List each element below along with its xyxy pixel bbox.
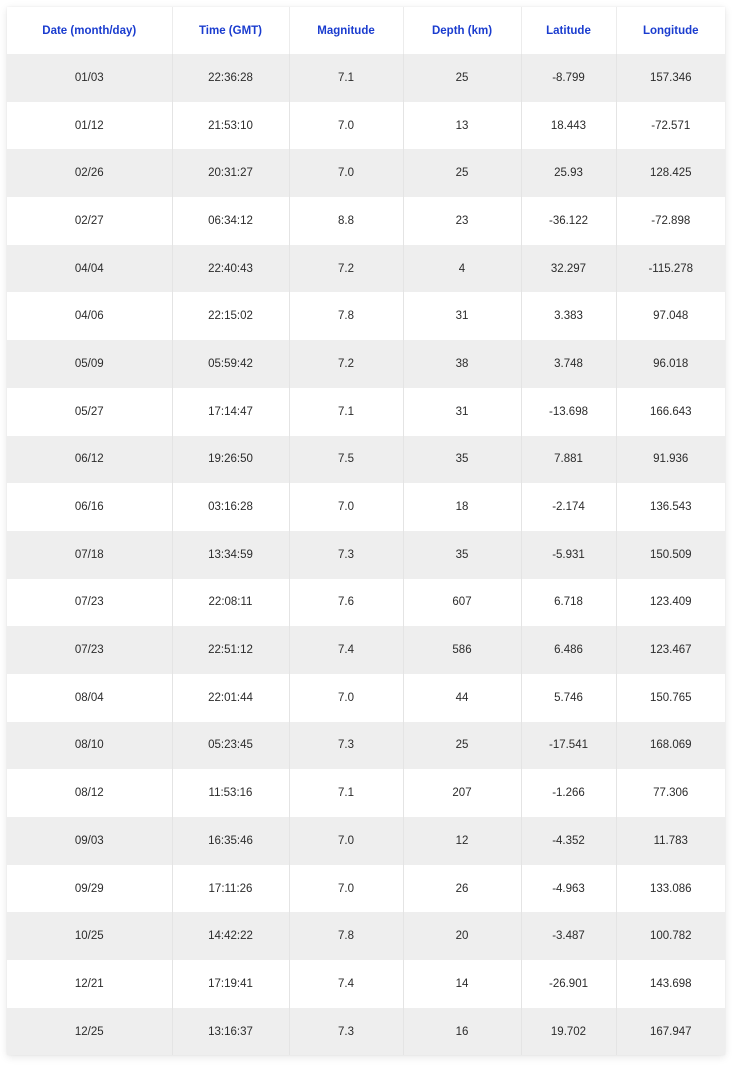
earthquake-table [7, 7, 725, 1055]
table-row [7, 197, 725, 245]
depth-cell: 16 [403, 1008, 521, 1056]
table-row [7, 292, 725, 340]
date-cell: 08/10 [7, 722, 172, 770]
longitude-cell: 166.643 [616, 388, 725, 436]
longitude-cell: 133.086 [616, 865, 725, 913]
table-row [7, 340, 725, 388]
depth-cell: 31 [403, 292, 521, 340]
magnitude-cell: 7.0 [289, 102, 403, 150]
latitude-cell: 3.383 [521, 292, 616, 340]
time-cell: 16:35:46 [172, 817, 289, 865]
longitude-cell: 128.425 [616, 149, 725, 197]
magnitude-cell: 7.0 [289, 149, 403, 197]
date-cell: 06/16 [7, 483, 172, 531]
date-cell: 04/04 [7, 245, 172, 293]
latitude-cell: -2.174 [521, 483, 616, 531]
longitude-cell: 100.782 [616, 912, 725, 960]
time-cell: 22:51:12 [172, 626, 289, 674]
longitude-cell: 91.936 [616, 436, 725, 484]
depth-cell: 13 [403, 102, 521, 150]
latitude-cell: -8.799 [521, 54, 616, 102]
latitude-cell: 5.746 [521, 674, 616, 722]
magnitude-cell: 7.0 [289, 674, 403, 722]
time-cell: 17:11:26 [172, 865, 289, 913]
depth-cell: 20 [403, 912, 521, 960]
latitude-cell: -4.963 [521, 865, 616, 913]
longitude-cell: -115.278 [616, 245, 725, 293]
latitude-cell: -26.901 [521, 960, 616, 1008]
depth-cell: 607 [403, 579, 521, 627]
magnitude-cell: 7.0 [289, 817, 403, 865]
magnitude-cell: 7.6 [289, 579, 403, 627]
column-header-magnitude: Magnitude [289, 7, 403, 54]
time-cell: 22:08:11 [172, 579, 289, 627]
time-cell: 11:53:16 [172, 769, 289, 817]
magnitude-cell: 7.8 [289, 912, 403, 960]
date-cell: 02/27 [7, 197, 172, 245]
depth-cell: 25 [403, 722, 521, 770]
table-row [7, 54, 725, 102]
longitude-cell: 11.783 [616, 817, 725, 865]
date-cell: 07/23 [7, 579, 172, 627]
longitude-cell: 97.048 [616, 292, 725, 340]
depth-cell: 26 [403, 865, 521, 913]
latitude-cell: 6.718 [521, 579, 616, 627]
magnitude-cell: 8.8 [289, 197, 403, 245]
time-cell: 21:53:10 [172, 102, 289, 150]
depth-cell: 35 [403, 436, 521, 484]
table-row [7, 912, 725, 960]
depth-cell: 207 [403, 769, 521, 817]
earthquake-table-card [7, 7, 725, 1055]
depth-cell: 18 [403, 483, 521, 531]
magnitude-cell: 7.0 [289, 865, 403, 913]
longitude-cell: 77.306 [616, 769, 725, 817]
depth-cell: 586 [403, 626, 521, 674]
table-row [7, 483, 725, 531]
column-header-latitude: Latitude [521, 7, 616, 54]
column-header-date: Date (month/day) [7, 7, 172, 54]
latitude-cell: 32.297 [521, 245, 616, 293]
table-row [7, 531, 725, 579]
latitude-cell: 18.443 [521, 102, 616, 150]
magnitude-cell: 7.1 [289, 54, 403, 102]
time-cell: 13:16:37 [172, 1008, 289, 1056]
latitude-cell: -5.931 [521, 531, 616, 579]
table-row [7, 960, 725, 1008]
date-cell: 08/04 [7, 674, 172, 722]
header-row [7, 7, 725, 54]
latitude-cell: -17.541 [521, 722, 616, 770]
time-cell: 03:16:28 [172, 483, 289, 531]
latitude-cell: 3.748 [521, 340, 616, 388]
depth-cell: 23 [403, 197, 521, 245]
date-cell: 09/03 [7, 817, 172, 865]
latitude-cell: 25.93 [521, 149, 616, 197]
date-cell: 01/12 [7, 102, 172, 150]
magnitude-cell: 7.0 [289, 483, 403, 531]
depth-cell: 44 [403, 674, 521, 722]
date-cell: 05/27 [7, 388, 172, 436]
date-cell: 08/12 [7, 769, 172, 817]
date-cell: 01/03 [7, 54, 172, 102]
longitude-cell: 123.467 [616, 626, 725, 674]
latitude-cell: -13.698 [521, 388, 616, 436]
table-row [7, 102, 725, 150]
table-row [7, 579, 725, 627]
table-row [7, 865, 725, 913]
time-cell: 19:26:50 [172, 436, 289, 484]
table-row [7, 722, 725, 770]
magnitude-cell: 7.4 [289, 626, 403, 674]
depth-cell: 31 [403, 388, 521, 436]
date-cell: 02/26 [7, 149, 172, 197]
column-header-longitude: Longitude [616, 7, 725, 54]
longitude-cell: 136.543 [616, 483, 725, 531]
time-cell: 17:19:41 [172, 960, 289, 1008]
longitude-cell: 96.018 [616, 340, 725, 388]
magnitude-cell: 7.1 [289, 769, 403, 817]
time-cell: 17:14:47 [172, 388, 289, 436]
magnitude-cell: 7.2 [289, 245, 403, 293]
magnitude-cell: 7.8 [289, 292, 403, 340]
magnitude-cell: 7.3 [289, 722, 403, 770]
date-cell: 09/29 [7, 865, 172, 913]
magnitude-cell: 7.3 [289, 531, 403, 579]
magnitude-cell: 7.3 [289, 1008, 403, 1056]
date-cell: 07/23 [7, 626, 172, 674]
time-cell: 14:42:22 [172, 912, 289, 960]
latitude-cell: -1.266 [521, 769, 616, 817]
latitude-cell: -3.487 [521, 912, 616, 960]
column-header-time: Time (GMT) [172, 7, 289, 54]
depth-cell: 25 [403, 54, 521, 102]
table-row [7, 245, 725, 293]
date-cell: 12/21 [7, 960, 172, 1008]
latitude-cell: 6.486 [521, 626, 616, 674]
depth-cell: 12 [403, 817, 521, 865]
time-cell: 05:23:45 [172, 722, 289, 770]
depth-cell: 4 [403, 245, 521, 293]
table-body [7, 54, 725, 1055]
table-row [7, 769, 725, 817]
longitude-cell: -72.898 [616, 197, 725, 245]
table-row [7, 388, 725, 436]
table-row [7, 436, 725, 484]
depth-cell: 14 [403, 960, 521, 1008]
magnitude-cell: 7.1 [289, 388, 403, 436]
date-cell: 06/12 [7, 436, 172, 484]
table-row [7, 674, 725, 722]
longitude-cell: 167.947 [616, 1008, 725, 1056]
time-cell: 13:34:59 [172, 531, 289, 579]
longitude-cell: 168.069 [616, 722, 725, 770]
longitude-cell: 150.509 [616, 531, 725, 579]
magnitude-cell: 7.2 [289, 340, 403, 388]
latitude-cell: -36.122 [521, 197, 616, 245]
table-header [7, 7, 725, 54]
magnitude-cell: 7.4 [289, 960, 403, 1008]
table-row [7, 817, 725, 865]
longitude-cell: 143.698 [616, 960, 725, 1008]
longitude-cell: -72.571 [616, 102, 725, 150]
time-cell: 20:31:27 [172, 149, 289, 197]
date-cell: 12/25 [7, 1008, 172, 1056]
column-header-depth: Depth (km) [403, 7, 521, 54]
table-row [7, 1008, 725, 1056]
table-row [7, 626, 725, 674]
longitude-cell: 157.346 [616, 54, 725, 102]
time-cell: 05:59:42 [172, 340, 289, 388]
time-cell: 22:36:28 [172, 54, 289, 102]
magnitude-cell: 7.5 [289, 436, 403, 484]
table-row [7, 149, 725, 197]
date-cell: 07/18 [7, 531, 172, 579]
depth-cell: 35 [403, 531, 521, 579]
latitude-cell: 19.702 [521, 1008, 616, 1056]
depth-cell: 25 [403, 149, 521, 197]
latitude-cell: -4.352 [521, 817, 616, 865]
time-cell: 22:01:44 [172, 674, 289, 722]
latitude-cell: 7.881 [521, 436, 616, 484]
longitude-cell: 150.765 [616, 674, 725, 722]
time-cell: 22:40:43 [172, 245, 289, 293]
longitude-cell: 123.409 [616, 579, 725, 627]
depth-cell: 38 [403, 340, 521, 388]
time-cell: 06:34:12 [172, 197, 289, 245]
date-cell: 04/06 [7, 292, 172, 340]
date-cell: 05/09 [7, 340, 172, 388]
time-cell: 22:15:02 [172, 292, 289, 340]
date-cell: 10/25 [7, 912, 172, 960]
